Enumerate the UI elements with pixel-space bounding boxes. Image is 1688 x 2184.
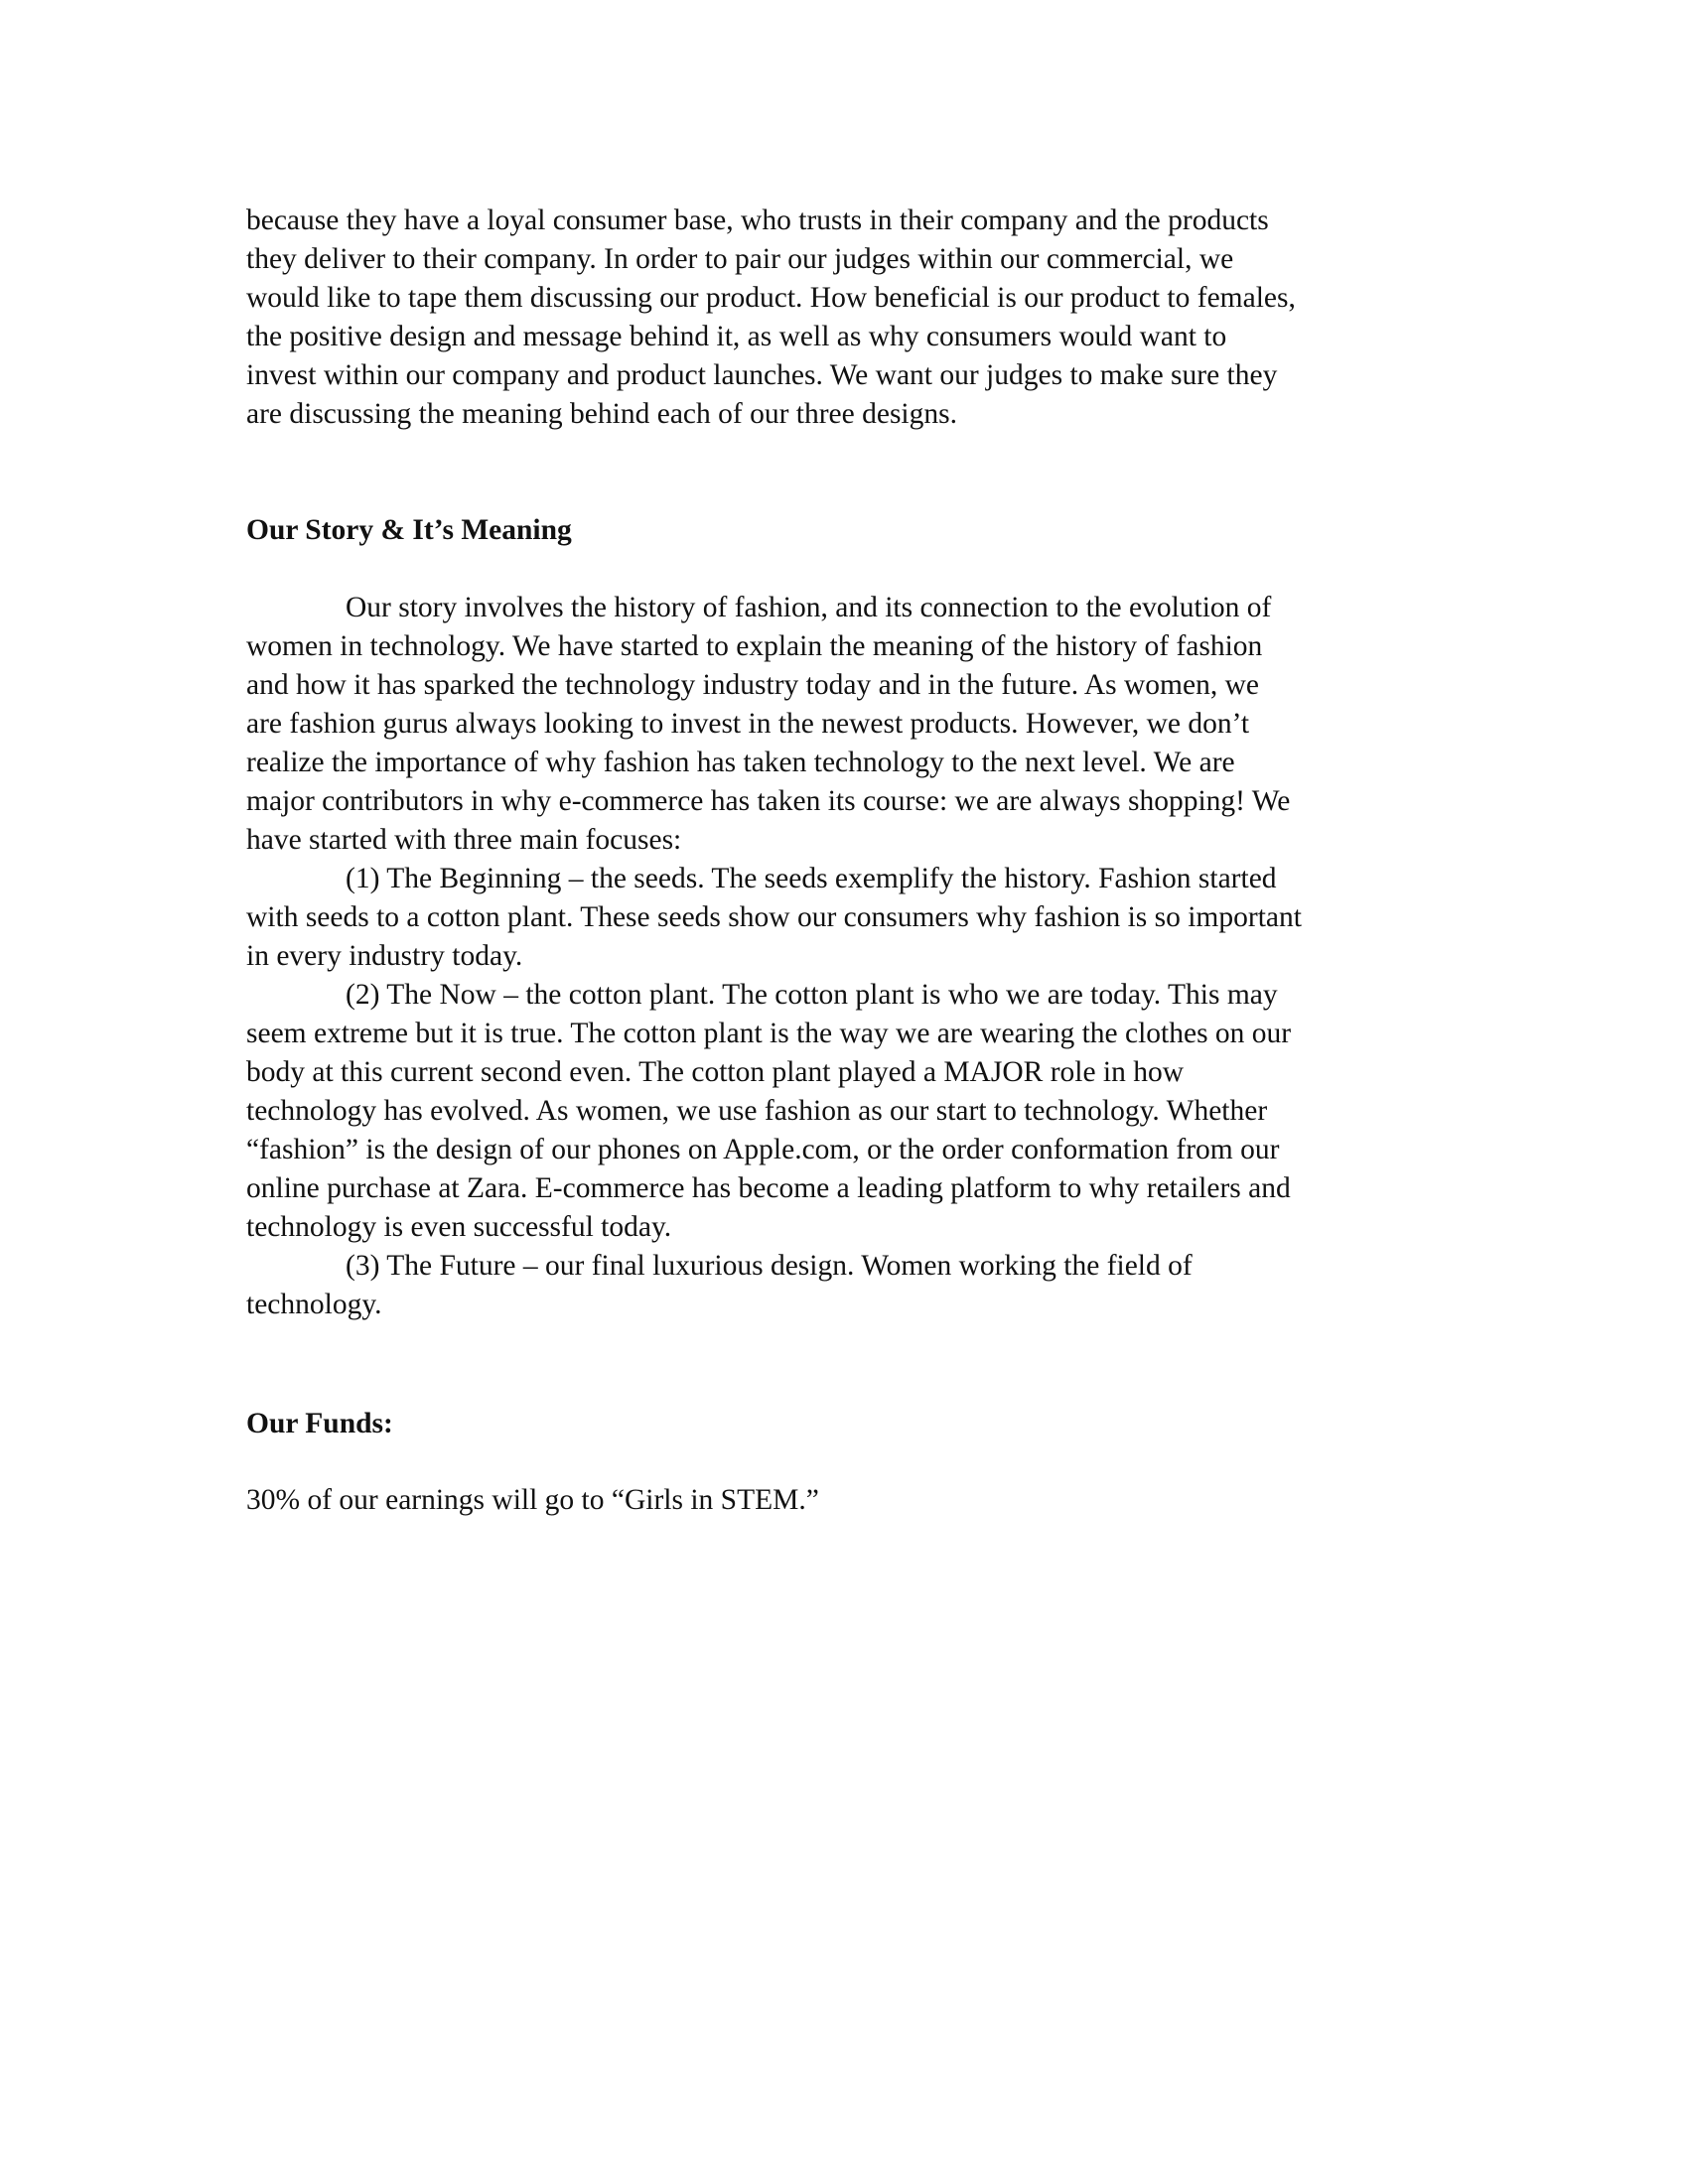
text-line: technology has evolved. As women, we use fashion as our start to technology. Whether — [246, 1095, 1268, 1127]
text-line: have started with three main focuses: — [246, 824, 682, 856]
text-line: are discussing the meaning behind each of our three designs. — [246, 398, 957, 430]
text-line: with seeds to a cotton plant. These seeds show our consumers why fashion is so important — [246, 901, 1302, 933]
text-line: (3) The Future – our final luxurious design. Women working the field of — [346, 1250, 1193, 1282]
text-line: technology is even successful today. — [246, 1211, 672, 1243]
section-heading-story: Our Story & It’s Meaning — [246, 514, 572, 546]
text-line: major contributors in why e-commerce has taken its course: we are always shopping! We — [246, 785, 1291, 817]
text-line: body at this current second even. The cotton plant played a MAJOR role in how — [246, 1056, 1185, 1088]
text-line: realize the importance of why fashion has taken technology to the next level. We are — [246, 747, 1235, 778]
text-line: online purchase at Zara. E-commerce has become a leading platform to why retailers and — [246, 1172, 1291, 1204]
text-line: invest within our company and product launches. We want our judges to make sure they — [246, 359, 1278, 391]
text-line: in every industry today. — [246, 940, 523, 972]
text-line: “fashion” is the design of our phones on Apple.com, or the order conformation from our — [246, 1134, 1280, 1165]
text-line: are fashion gurus always looking to invest in the newest products. However, we don’t — [246, 708, 1250, 740]
text-line: would like to tape them discussing our product. How beneficial is our product to females, — [246, 282, 1296, 314]
text-line: Our story involves the history of fashion, and its connection to the evolution of — [346, 592, 1272, 623]
section-heading-funds: Our Funds: — [246, 1408, 393, 1439]
text-line: technology. — [246, 1289, 382, 1320]
text-line: women in technology. We have started to explain the meaning of the history of fashion — [246, 630, 1263, 662]
funds-text: 30% of our earnings will go to “Girls in STEM.” — [246, 1484, 819, 1516]
text-line: seem extreme but it is true. The cotton plant is the way we are wearing the clothes on our — [246, 1018, 1292, 1049]
text-line: because they have a loyal consumer base, who trusts in their company and the products — [246, 205, 1269, 236]
text-line: they deliver to their company. In order to pair our judges within our commercial, we — [246, 243, 1234, 275]
text-line: (1) The Beginning – the seeds. The seeds exemplify the history. Fashion started — [346, 863, 1277, 894]
text-line: and how it has sparked the technology industry today and in the future. As women, we — [246, 669, 1259, 701]
text-line: the positive design and message behind it, as well as why consumers would want to — [246, 321, 1227, 352]
text-line: (2) The Now – the cotton plant. The cotton plant is who we are today. This may — [346, 979, 1278, 1011]
